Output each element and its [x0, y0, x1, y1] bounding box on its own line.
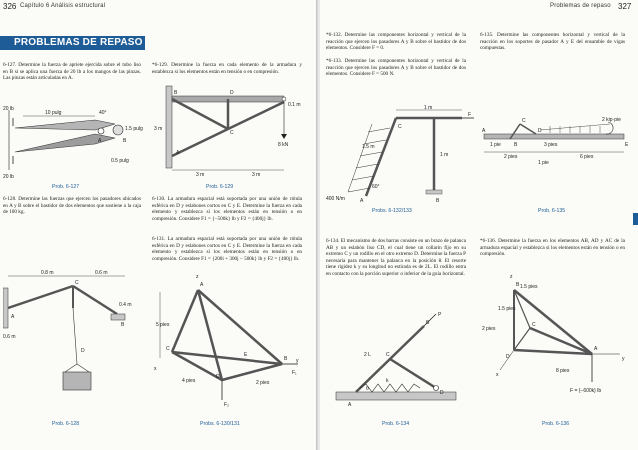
problem-6-132: *6-132. Determine las componentes horizontal y vertical de la reacción que ejercen los pasadores A y B sobre el bastidor de dos elementos. Considere F = 0. [326, 32, 466, 52]
fig128-w1: 0.8 m [41, 270, 54, 276]
fig128-label-d: D [81, 348, 85, 354]
fig134-length: 2 L [364, 352, 371, 358]
fig129-label-c: C [230, 130, 234, 136]
fig132-label-b: B [436, 198, 440, 204]
fig136-axis-z: z [510, 274, 513, 280]
fig134-theta: θ [366, 386, 369, 392]
section-title: PROBLEMAS DE REPASO [14, 37, 143, 48]
fig135-s5: 1 pie [538, 160, 549, 166]
fig132-force: F [468, 112, 472, 118]
running-head-right: Problemas de repaso [550, 3, 611, 9]
fig136-label-b: B [516, 282, 520, 288]
fig129-label-a: A [176, 150, 180, 156]
fig135-label-a: A [482, 128, 486, 134]
figure-6-132-frame [326, 104, 476, 204]
caption-6-135: Prob. 6-135 [538, 208, 566, 214]
fig136-h2: 1.5 pies [498, 306, 516, 312]
fig136-width: 8 pies [556, 368, 570, 374]
fig130-label-c: C [166, 346, 170, 352]
fig130-label-a: A [200, 282, 204, 288]
figure-6-135-beam [480, 116, 630, 176]
fig136-label-a: A [594, 346, 598, 352]
section-banner [0, 36, 145, 50]
fig127-dim-05: 0.5 pulg [111, 158, 129, 164]
fig136-h1: 1.5 pies [520, 284, 538, 290]
fig134-label-k: k [386, 378, 389, 384]
fig132-h2: 1 m [440, 152, 449, 158]
fig130-f2: F₂ [224, 402, 229, 408]
fig127-dim-15: 1.5 pulg [125, 126, 143, 132]
left-page [0, 0, 318, 450]
fig135-label-c: C [522, 118, 526, 124]
fig130-w1: 4 pies [182, 378, 196, 384]
fig136-label-d: D [506, 354, 510, 360]
fig128-w2: 0.6 m [95, 270, 108, 276]
fig132-angle: 60° [372, 184, 380, 190]
fig135-s2: 3 pies [544, 142, 558, 148]
fig134-label-d: D [440, 390, 444, 396]
page-number-right: 327 [618, 2, 632, 11]
fig130-height: 5 pies [156, 322, 170, 328]
caption-6-129: Prob. 6-129 [206, 184, 234, 190]
fig129-load: 8 kN [278, 142, 289, 148]
fig134-label-c: C [386, 352, 390, 358]
fig135-label-e: E [625, 142, 629, 148]
fig127-label-b: B [123, 138, 127, 144]
fig127-force-top: 20 lb [3, 106, 14, 112]
fig128-label-b: B [121, 322, 125, 328]
fig132-label-a: A [360, 198, 364, 204]
fig134-force: P [438, 312, 442, 318]
fig132-h1: 1.5 m [362, 144, 375, 150]
figure-6-134-mechanism [326, 306, 476, 410]
fig130-label-b: B [284, 356, 288, 362]
fig129-w2: 3 m [252, 172, 261, 178]
fig136-label-c: C [532, 322, 536, 328]
fig127-force-bottom: 20 lb [3, 174, 14, 180]
fig130-f1: F₁ [292, 370, 297, 376]
fig130-label-e: E [244, 352, 248, 358]
fig132-label-c: C [398, 124, 402, 130]
fig135-s1: 1 pie [490, 142, 501, 148]
fig128-side: 0.6 m [3, 334, 16, 340]
fig134-label-a: A [348, 402, 352, 408]
fig127-angle: 40° [99, 110, 107, 116]
fig135-s3: 2 pies [504, 154, 518, 160]
problem-6-136: *6-136. Determine la fuerza en los elementos AB, AD y AC de la armadura espacial y establezca si los elementos están en tensión o en compresión. [480, 238, 625, 258]
right-page [320, 0, 638, 450]
problem-6-135: 6-135. Determine las componentes horizontal y vertical de la reacción en los soportes de pasador A y E del ensamble de vigas compuestas. [480, 32, 625, 52]
fig129-label-b: B [174, 90, 178, 96]
fig130-axis-z: z [196, 274, 199, 280]
fig129-label-d: D [230, 90, 234, 96]
fig129-w1: 3 m [196, 172, 205, 178]
fig136-h3: 2 pies [482, 326, 496, 332]
figure-6-129-truss [152, 82, 302, 178]
figure-6-136-space-truss [480, 270, 630, 410]
problem-6-131: 6-131. La armadura espacial está soportada por una unión de rótula esférica en D y eslabones cortos en C y E. Determine la fuerza en cada elemento y establezca si los elementos están en tensión o en compresión. Considere F1 = {200i + 300j − 500k} lb y F2 = {400j} lb. [152, 236, 302, 262]
fig127-dim-10: 10 pulg [45, 110, 62, 116]
fig127-label-a: A [98, 138, 102, 144]
figure-6-128-frame [3, 268, 141, 408]
fig129-offset: 0.1 m [288, 102, 301, 108]
problem-6-133: *6-133. Determine las componentes horizontal y vertical de la reacción que ejercen los pasadores A y B sobre el bastidor de dos elementos. Considere F = 500 N. [326, 58, 466, 78]
fig130-axis-y: y [296, 358, 299, 364]
caption-6-136: Prob. 6-136 [542, 421, 570, 427]
fig129-height: 3 m [154, 126, 163, 132]
running-head-left: Capítulo 6 Análisis estructural [20, 3, 106, 9]
caption-6-132-133: Probs. 6-132/133 [372, 208, 412, 214]
fig135-label-d: D [538, 128, 542, 134]
fig128-label-a: A [11, 314, 15, 320]
fig136-axis-x: x [496, 372, 499, 378]
problem-6-129: *6-129. Determine la fuerza en cada elemento de la armadura y establezca si los elementos están en tensión o en compresión. [152, 62, 302, 75]
fig132-width: 1 m [424, 105, 433, 111]
fig135-label-b: B [514, 142, 518, 148]
fig130-w2: 2 pies [256, 380, 270, 386]
problem-6-127: 6-127. Determine la fuerza de apriete ejercida sobre el tubo liso en B si se aplica una fuerza de 20 lb a los mangos de las pinzas. Las pinzas están articuladas en A. [3, 62, 141, 82]
caption-6-127: Prob. 6-127 [52, 184, 80, 190]
problem-6-128: 6-128. Determine las fuerzas que ejercen los pasadores ubicados en A y B sobre el bastidor de dos elementos que sostiene a la caja de 100 kg. [3, 196, 141, 216]
fig136-axis-y: y [622, 356, 625, 362]
problem-6-134: 6-134. El mecanismo de dos barras consiste en un brazo de palanca AB y un eslabón liso CD, el cual tiene un collarín fijo en su extremo C y un rodillo en el otro extremo D. Determine la fuerza P necesaria para mantener la palanca en la posición θ. El resorte tiene rigidez k y su longitud no estirada es de 2L. El rodillo entra en contacto con la porción superior o inferior de la guía horizontal. [326, 238, 466, 277]
problem-6-130: 6-130. La armadura espacial está soportada por una unión de rótula esférica en D y eslabones cortos en C y E. Determine la fuerza en cada elemento y establezca si los elementos están en tensión o en compresión. Considere F1 = {−500k} lb y F2 = {400j} lb. [152, 196, 302, 222]
fig128-label-c: C [75, 280, 79, 286]
page-number-left: 326 [3, 2, 17, 11]
caption-6-130-131: Probs. 6-130/131 [200, 421, 240, 427]
fig128-h: 0.4 m [119, 302, 132, 308]
chapter-tab [633, 213, 638, 225]
fig132-load: 400 N/m [326, 196, 345, 202]
caption-6-128: Prob. 6-128 [52, 421, 80, 427]
fig130-label-d: D [216, 374, 220, 380]
fig130-axis-x: x [154, 366, 157, 372]
fig136-force: F = {−600k} lb [570, 388, 602, 394]
fig134-label-b: B [426, 320, 430, 326]
caption-6-134: Prob. 6-134 [382, 421, 410, 427]
fig135-moment: 2 kip·pie [602, 117, 621, 123]
fig135-s4: 6 pies [580, 154, 594, 160]
figure-6-130-space-truss [152, 272, 302, 408]
figure-6-127-pliers [3, 100, 143, 180]
